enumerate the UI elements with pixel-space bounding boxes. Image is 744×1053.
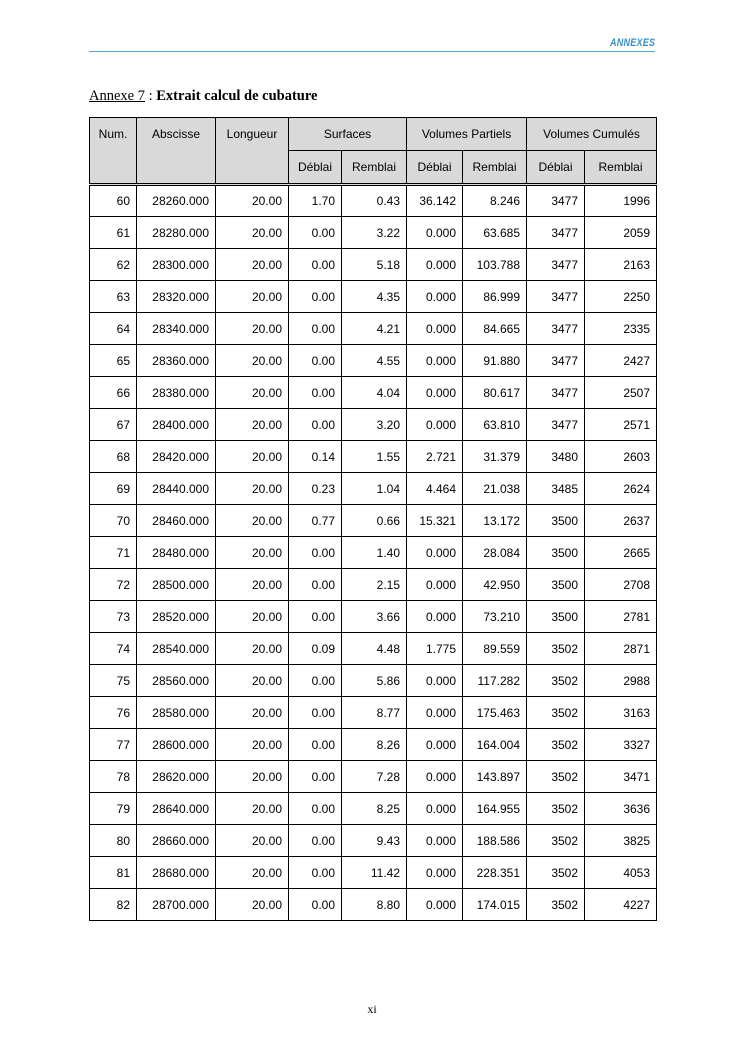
cell-surface-deblai: 0.00: [289, 345, 342, 377]
cell-partiel-remblai: 103.788: [463, 249, 527, 281]
caption-title: Extrait calcul de cubature: [156, 88, 318, 104]
cell-longueur: 20.00: [216, 761, 289, 793]
cubature-table: [89, 117, 657, 921]
cell-num: 77: [90, 729, 137, 761]
cell-surface-deblai: 0.00: [289, 825, 342, 857]
cell-surface-remblai: 3.20: [342, 409, 407, 441]
cell-surface-remblai: 8.25: [342, 793, 407, 825]
cell-surface-deblai: 0.09: [289, 633, 342, 665]
cell-partiel-deblai: 0.000: [407, 409, 463, 441]
cell-num: 71: [90, 537, 137, 569]
cell-cumule-deblai: 3477: [527, 185, 585, 217]
cell-surface-remblai: 8.77: [342, 697, 407, 729]
cell-cumule-remblai: 2637: [585, 505, 657, 537]
cell-abscisse: 28480.000: [137, 537, 216, 569]
cell-abscisse: 28400.000: [137, 409, 216, 441]
cell-surface-deblai: 1.70: [289, 185, 342, 217]
cell-surface-deblai: 0.00: [289, 601, 342, 633]
cell-cumule-remblai: 3825: [585, 825, 657, 857]
table-row: [90, 473, 657, 505]
header-partiels-deblai: Déblai: [407, 151, 463, 185]
cell-longueur: 20.00: [216, 793, 289, 825]
cell-cumule-deblai: 3502: [527, 697, 585, 729]
cell-num: 78: [90, 761, 137, 793]
cell-surface-remblai: 3.66: [342, 601, 407, 633]
cell-cumule-deblai: 3502: [527, 857, 585, 889]
header-abscisse: Abscisse: [137, 118, 216, 185]
cell-surface-deblai: 0.00: [289, 569, 342, 601]
cell-partiel-deblai: 4.464: [407, 473, 463, 505]
cell-longueur: 20.00: [216, 377, 289, 409]
cell-longueur: 20.00: [216, 473, 289, 505]
table-caption: [89, 88, 317, 105]
cell-surface-deblai: 0.00: [289, 793, 342, 825]
table-row: [90, 281, 657, 313]
cell-abscisse: 28360.000: [137, 345, 216, 377]
cell-cumule-deblai: 3477: [527, 313, 585, 345]
cell-longueur: 20.00: [216, 697, 289, 729]
cell-cumule-remblai: 2059: [585, 217, 657, 249]
page-number: xi: [367, 1002, 377, 1016]
cell-surface-remblai: 1.04: [342, 473, 407, 505]
table-row: [90, 185, 657, 217]
cell-num: 70: [90, 505, 137, 537]
cell-num: 63: [90, 281, 137, 313]
cell-num: 73: [90, 601, 137, 633]
cell-cumule-remblai: 2571: [585, 409, 657, 441]
cell-surface-remblai: 11.42: [342, 857, 407, 889]
cell-partiel-deblai: 0.000: [407, 825, 463, 857]
cell-cumule-remblai: 2427: [585, 345, 657, 377]
cell-partiel-remblai: 28.084: [463, 537, 527, 569]
cell-num: 80: [90, 825, 137, 857]
table-row: [90, 505, 657, 537]
cell-partiel-deblai: 0.000: [407, 313, 463, 345]
cell-cumule-deblai: 3502: [527, 665, 585, 697]
table-row: [90, 601, 657, 633]
cell-cumule-remblai: 2250: [585, 281, 657, 313]
cell-cumule-deblai: 3477: [527, 377, 585, 409]
cell-surface-deblai: 0.00: [289, 761, 342, 793]
cell-partiel-deblai: 0.000: [407, 601, 463, 633]
cell-surface-remblai: 9.43: [342, 825, 407, 857]
header-surfaces-remblai: Remblai: [342, 151, 407, 185]
cell-num: 66: [90, 377, 137, 409]
cell-cumule-remblai: 2708: [585, 569, 657, 601]
cell-abscisse: 28460.000: [137, 505, 216, 537]
cell-partiel-deblai: 0.000: [407, 217, 463, 249]
table-row: [90, 537, 657, 569]
table-header: [90, 118, 657, 185]
cell-longueur: 20.00: [216, 665, 289, 697]
cell-partiel-remblai: 63.685: [463, 217, 527, 249]
cell-longueur: 20.00: [216, 601, 289, 633]
cell-cumule-remblai: 2507: [585, 377, 657, 409]
cell-longueur: 20.00: [216, 281, 289, 313]
cell-abscisse: 28640.000: [137, 793, 216, 825]
cell-longueur: 20.00: [216, 441, 289, 473]
cell-partiel-remblai: 188.586: [463, 825, 527, 857]
cell-cumule-deblai: 3477: [527, 409, 585, 441]
cell-cumule-deblai: 3502: [527, 761, 585, 793]
header-surfaces: Surfaces: [289, 118, 407, 151]
cell-partiel-remblai: 164.955: [463, 793, 527, 825]
cell-partiel-deblai: 0.000: [407, 857, 463, 889]
cell-abscisse: 28620.000: [137, 761, 216, 793]
cell-cumule-deblai: 3477: [527, 249, 585, 281]
cell-surface-remblai: 1.40: [342, 537, 407, 569]
table-row: [90, 825, 657, 857]
cell-surface-deblai: 0.14: [289, 441, 342, 473]
cell-cumule-remblai: 3163: [585, 697, 657, 729]
cell-partiel-remblai: 174.015: [463, 889, 527, 921]
cell-surface-remblai: 0.66: [342, 505, 407, 537]
cell-cumule-remblai: 1996: [585, 185, 657, 217]
table-row: [90, 569, 657, 601]
cell-cumule-remblai: 2163: [585, 249, 657, 281]
cell-cumule-remblai: 3327: [585, 729, 657, 761]
table-row: [90, 217, 657, 249]
table-row: [90, 729, 657, 761]
cell-partiel-deblai: 0.000: [407, 377, 463, 409]
cell-partiel-remblai: 228.351: [463, 857, 527, 889]
cell-cumule-remblai: 2988: [585, 665, 657, 697]
cell-abscisse: 28560.000: [137, 665, 216, 697]
cell-abscisse: 28280.000: [137, 217, 216, 249]
cell-surface-deblai: 0.00: [289, 537, 342, 569]
cell-longueur: 20.00: [216, 889, 289, 921]
cell-cumule-deblai: 3500: [527, 601, 585, 633]
cell-partiel-deblai: 2.721: [407, 441, 463, 473]
cell-longueur: 20.00: [216, 825, 289, 857]
cell-cumule-deblai: 3502: [527, 633, 585, 665]
cell-longueur: 20.00: [216, 505, 289, 537]
cell-abscisse: 28700.000: [137, 889, 216, 921]
cell-cumule-deblai: 3502: [527, 889, 585, 921]
cell-partiel-remblai: 63.810: [463, 409, 527, 441]
cell-cumule-remblai: 4227: [585, 889, 657, 921]
cell-abscisse: 28600.000: [137, 729, 216, 761]
cell-cumule-deblai: 3502: [527, 825, 585, 857]
cell-num: 61: [90, 217, 137, 249]
table-body: [90, 185, 657, 921]
cell-abscisse: 28680.000: [137, 857, 216, 889]
cell-longueur: 20.00: [216, 249, 289, 281]
cell-partiel-remblai: 117.282: [463, 665, 527, 697]
cell-partiel-deblai: 0.000: [407, 569, 463, 601]
cell-surface-deblai: 0.00: [289, 857, 342, 889]
header-rule: [89, 51, 655, 52]
cell-surface-deblai: 0.00: [289, 377, 342, 409]
header-volumes-partiels: Volumes Partiels: [407, 118, 527, 151]
cell-surface-remblai: 2.15: [342, 569, 407, 601]
cell-surface-deblai: 0.23: [289, 473, 342, 505]
cell-cumule-remblai: 2624: [585, 473, 657, 505]
cell-abscisse: 28580.000: [137, 697, 216, 729]
cell-partiel-deblai: 0.000: [407, 793, 463, 825]
cell-surface-deblai: 0.00: [289, 281, 342, 313]
cell-surface-deblai: 0.00: [289, 889, 342, 921]
header-cumules-remblai: Remblai: [585, 151, 657, 185]
running-header-tag: ANNEXES: [609, 37, 655, 49]
cell-partiel-remblai: 164.004: [463, 729, 527, 761]
cell-partiel-deblai: 0.000: [407, 537, 463, 569]
table-row: [90, 697, 657, 729]
cell-longueur: 20.00: [216, 217, 289, 249]
header-longueur: Longueur: [216, 118, 289, 185]
cell-num: 60: [90, 185, 137, 217]
cell-surface-remblai: 4.04: [342, 377, 407, 409]
cell-cumule-deblai: 3500: [527, 537, 585, 569]
table-row: [90, 889, 657, 921]
cell-partiel-remblai: 91.880: [463, 345, 527, 377]
cell-longueur: 20.00: [216, 345, 289, 377]
cell-longueur: 20.00: [216, 537, 289, 569]
cell-abscisse: 28440.000: [137, 473, 216, 505]
cell-cumule-deblai: 3477: [527, 217, 585, 249]
cell-longueur: 20.00: [216, 729, 289, 761]
cell-surface-remblai: 5.86: [342, 665, 407, 697]
cell-cumule-deblai: 3477: [527, 281, 585, 313]
cell-num: 76: [90, 697, 137, 729]
cell-num: 74: [90, 633, 137, 665]
cell-cumule-remblai: 2781: [585, 601, 657, 633]
cell-longueur: 20.00: [216, 633, 289, 665]
cell-partiel-deblai: 0.000: [407, 249, 463, 281]
cell-partiel-remblai: 13.172: [463, 505, 527, 537]
cell-cumule-deblai: 3502: [527, 793, 585, 825]
cell-partiel-remblai: 42.950: [463, 569, 527, 601]
cell-cumule-remblai: 3636: [585, 793, 657, 825]
cell-surface-remblai: 8.80: [342, 889, 407, 921]
header-surfaces-deblai: Déblai: [289, 151, 342, 185]
cell-cumule-remblai: 4053: [585, 857, 657, 889]
cell-num: 68: [90, 441, 137, 473]
header-cumules-deblai: Déblai: [527, 151, 585, 185]
cell-partiel-remblai: 73.210: [463, 601, 527, 633]
table-row: [90, 633, 657, 665]
table-row: [90, 441, 657, 473]
cell-cumule-remblai: 2665: [585, 537, 657, 569]
header-row-1: [90, 118, 657, 151]
cell-surface-remblai: 5.18: [342, 249, 407, 281]
caption-label: Annexe 7: [89, 88, 145, 104]
cell-num: 79: [90, 793, 137, 825]
table-row: [90, 409, 657, 441]
cell-num: 69: [90, 473, 137, 505]
cell-partiel-remblai: 21.038: [463, 473, 527, 505]
table-row: [90, 313, 657, 345]
cell-surface-deblai: 0.00: [289, 249, 342, 281]
cell-num: 65: [90, 345, 137, 377]
cell-surface-remblai: 7.28: [342, 761, 407, 793]
header-volumes-cumules: Volumes Cumulés: [527, 118, 657, 151]
cell-partiel-remblai: 8.246: [463, 185, 527, 217]
cell-abscisse: 28420.000: [137, 441, 216, 473]
cell-longueur: 20.00: [216, 185, 289, 217]
cell-cumule-deblai: 3500: [527, 569, 585, 601]
cell-partiel-deblai: 0.000: [407, 761, 463, 793]
cell-abscisse: 28300.000: [137, 249, 216, 281]
cell-partiel-remblai: 31.379: [463, 441, 527, 473]
cell-partiel-deblai: 1.775: [407, 633, 463, 665]
cell-partiel-deblai: 0.000: [407, 665, 463, 697]
cell-partiel-deblai: 36.142: [407, 185, 463, 217]
cell-surface-remblai: 8.26: [342, 729, 407, 761]
header-num: Num.: [90, 118, 137, 185]
cell-longueur: 20.00: [216, 409, 289, 441]
cell-partiel-deblai: 0.000: [407, 729, 463, 761]
cell-num: 82: [90, 889, 137, 921]
cell-cumule-remblai: 2335: [585, 313, 657, 345]
cell-abscisse: 28540.000: [137, 633, 216, 665]
cell-abscisse: 28260.000: [137, 185, 216, 217]
table-row: [90, 665, 657, 697]
cell-partiel-deblai: 0.000: [407, 345, 463, 377]
cell-surface-remblai: 4.55: [342, 345, 407, 377]
cell-longueur: 20.00: [216, 569, 289, 601]
cell-num: 72: [90, 569, 137, 601]
cell-num: 62: [90, 249, 137, 281]
caption-separator: :: [144, 88, 157, 104]
cell-partiel-remblai: 84.665: [463, 313, 527, 345]
cell-surface-deblai: 0.00: [289, 409, 342, 441]
cell-cumule-remblai: 2603: [585, 441, 657, 473]
cell-num: 75: [90, 665, 137, 697]
cell-num: 81: [90, 857, 137, 889]
table-row: [90, 761, 657, 793]
cell-partiel-deblai: 0.000: [407, 697, 463, 729]
header-partiels-remblai: Remblai: [463, 151, 527, 185]
cell-surface-deblai: 0.00: [289, 217, 342, 249]
table-row: [90, 857, 657, 889]
cell-cumule-deblai: 3502: [527, 729, 585, 761]
table-row: [90, 793, 657, 825]
cell-cumule-remblai: 3471: [585, 761, 657, 793]
cell-partiel-remblai: 86.999: [463, 281, 527, 313]
cell-cumule-deblai: 3485: [527, 473, 585, 505]
cell-partiel-deblai: 0.000: [407, 281, 463, 313]
cell-surface-deblai: 0.00: [289, 697, 342, 729]
cell-abscisse: 28500.000: [137, 569, 216, 601]
cell-surface-deblai: 0.00: [289, 729, 342, 761]
cell-cumule-deblai: 3477: [527, 345, 585, 377]
cell-abscisse: 28520.000: [137, 601, 216, 633]
cell-surface-remblai: 4.21: [342, 313, 407, 345]
cell-longueur: 20.00: [216, 857, 289, 889]
cell-surface-remblai: 3.22: [342, 217, 407, 249]
table-row: [90, 377, 657, 409]
cell-surface-remblai: 0.43: [342, 185, 407, 217]
cell-abscisse: 28320.000: [137, 281, 216, 313]
cell-surface-deblai: 0.77: [289, 505, 342, 537]
cell-abscisse: 28660.000: [137, 825, 216, 857]
cell-partiel-remblai: 143.897: [463, 761, 527, 793]
cell-surface-remblai: 4.48: [342, 633, 407, 665]
cell-partiel-remblai: 175.463: [463, 697, 527, 729]
cell-cumule-deblai: 3500: [527, 505, 585, 537]
cell-partiel-remblai: 80.617: [463, 377, 527, 409]
cell-surface-deblai: 0.00: [289, 313, 342, 345]
cell-num: 64: [90, 313, 137, 345]
table-row: [90, 345, 657, 377]
cell-cumule-remblai: 2871: [585, 633, 657, 665]
cell-surface-deblai: 0.00: [289, 665, 342, 697]
cell-abscisse: 28380.000: [137, 377, 216, 409]
cell-longueur: 20.00: [216, 313, 289, 345]
cell-abscisse: 28340.000: [137, 313, 216, 345]
cell-surface-remblai: 1.55: [342, 441, 407, 473]
cell-partiel-deblai: 0.000: [407, 889, 463, 921]
cell-partiel-deblai: 15.321: [407, 505, 463, 537]
cell-cumule-deblai: 3480: [527, 441, 585, 473]
cell-num: 67: [90, 409, 137, 441]
table-row: [90, 249, 657, 281]
cell-surface-remblai: 4.35: [342, 281, 407, 313]
cell-partiel-remblai: 89.559: [463, 633, 527, 665]
